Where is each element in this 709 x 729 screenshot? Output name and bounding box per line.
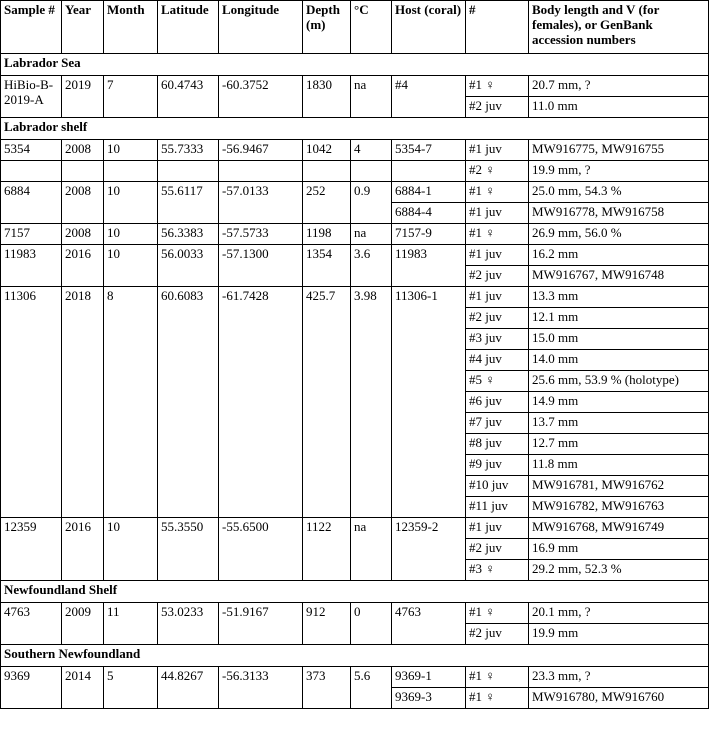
specimen-number-cell: #2 juv xyxy=(466,539,529,560)
sample-cell: 11983 xyxy=(1,245,62,287)
specimen-number-cell: #2 juv xyxy=(466,266,529,287)
longitude-cell: -57.0133 xyxy=(219,182,303,224)
latitude-cell xyxy=(158,161,219,182)
header-depth: Depth (m) xyxy=(303,1,351,54)
year-cell: 2008 xyxy=(62,224,104,245)
header-latitude: Latitude xyxy=(158,1,219,54)
specimen-number-cell: #1 ♀ xyxy=(466,182,529,203)
specimen-number-cell: #2 juv xyxy=(466,624,529,645)
specimen-number-cell: #5 ♀ xyxy=(466,371,529,392)
measurement-cell: 15.0 mm xyxy=(529,329,709,350)
host-cell: 7157-9 xyxy=(392,224,466,245)
table-row xyxy=(1,224,709,245)
year-cell: 2016 xyxy=(62,245,104,287)
measurement-cell: 16.9 mm xyxy=(529,539,709,560)
specimen-number-cell: #1 juv xyxy=(466,518,529,539)
measurement-cell: 16.2 mm xyxy=(529,245,709,266)
specimen-number-cell: #7 juv xyxy=(466,413,529,434)
measurement-cell: 23.3 mm, ? xyxy=(529,667,709,688)
section-row xyxy=(1,54,709,76)
host-cell: #4 xyxy=(392,76,466,118)
table-row xyxy=(1,76,709,97)
header-body-length: Body length and V (for females), or GenBank accession numbers xyxy=(529,1,709,54)
sample-cell: 7157 xyxy=(1,224,62,245)
month-cell: 10 xyxy=(104,224,158,245)
measurement-cell: MW916781, MW916762 xyxy=(529,476,709,497)
specimen-number-cell: #1 ♀ xyxy=(466,603,529,624)
measurement-cell: MW916775, MW916755 xyxy=(529,140,709,161)
section-title: Newfoundland Shelf xyxy=(1,581,709,603)
temperature-cell: 0.9 xyxy=(351,182,392,224)
sample-cell: 5354 xyxy=(1,140,62,161)
depth-cell xyxy=(303,161,351,182)
depth-cell: 912 xyxy=(303,603,351,645)
specimen-number-cell: #2 juv xyxy=(466,97,529,118)
specimen-number-cell: #4 juv xyxy=(466,350,529,371)
temperature-cell xyxy=(351,161,392,182)
host-cell: 9369-3 xyxy=(392,688,466,709)
table-row xyxy=(1,161,709,182)
sample-cell: 9369 xyxy=(1,667,62,709)
year-cell: 2016 xyxy=(62,518,104,581)
host-cell: 4763 xyxy=(392,603,466,645)
temperature-cell: 3.98 xyxy=(351,287,392,518)
specimen-number-cell: #11 juv xyxy=(466,497,529,518)
specimen-number-cell: #1 juv xyxy=(466,245,529,266)
measurement-cell: 11.0 mm xyxy=(529,97,709,118)
latitude-cell: 56.3383 xyxy=(158,224,219,245)
latitude-cell: 53.0233 xyxy=(158,603,219,645)
measurement-cell: 29.2 mm, 52.3 % xyxy=(529,560,709,581)
longitude-cell xyxy=(219,161,303,182)
temperature-cell: 4 xyxy=(351,140,392,161)
measurement-cell: 25.0 mm, 54.3 % xyxy=(529,182,709,203)
latitude-cell: 44.8267 xyxy=(158,667,219,709)
year-cell xyxy=(62,161,104,182)
table-row xyxy=(1,245,709,266)
depth-cell: 373 xyxy=(303,667,351,709)
year-cell: 2019 xyxy=(62,76,104,118)
measurement-cell: 19.9 mm, ? xyxy=(529,161,709,182)
sample-cell: 12359 xyxy=(1,518,62,581)
measurement-cell: MW916780, MW916760 xyxy=(529,688,709,709)
temperature-cell: na xyxy=(351,224,392,245)
specimen-number-cell: #1 ♀ xyxy=(466,76,529,97)
depth-cell: 1122 xyxy=(303,518,351,581)
longitude-cell: -56.9467 xyxy=(219,140,303,161)
measurement-cell: 14.0 mm xyxy=(529,350,709,371)
temperature-cell: 5.6 xyxy=(351,667,392,709)
measurement-cell: MW916778, MW916758 xyxy=(529,203,709,224)
header-specimen-number: # xyxy=(466,1,529,54)
year-cell: 2014 xyxy=(62,667,104,709)
temperature-cell: na xyxy=(351,76,392,118)
specimen-number-cell: #1 juv xyxy=(466,140,529,161)
latitude-cell: 55.6117 xyxy=(158,182,219,224)
table-row xyxy=(1,667,709,688)
measurement-cell: 12.1 mm xyxy=(529,308,709,329)
measurement-cell: 11.8 mm xyxy=(529,455,709,476)
header-temperature: °C xyxy=(351,1,392,54)
table-row xyxy=(1,518,709,539)
year-cell: 2008 xyxy=(62,140,104,161)
measurement-cell: 20.7 mm, ? xyxy=(529,76,709,97)
measurement-cell: MW916782, MW916763 xyxy=(529,497,709,518)
sample-cell xyxy=(1,161,62,182)
sample-cell: HiBio-B-2019-A xyxy=(1,76,62,118)
longitude-cell: -57.1300 xyxy=(219,245,303,287)
measurement-cell: 26.9 mm, 56.0 % xyxy=(529,224,709,245)
depth-cell: 1042 xyxy=(303,140,351,161)
year-cell: 2018 xyxy=(62,287,104,518)
specimen-number-cell: #1 ♀ xyxy=(466,688,529,709)
measurement-cell: MW916767, MW916748 xyxy=(529,266,709,287)
month-cell: 10 xyxy=(104,140,158,161)
measurement-cell: 13.3 mm xyxy=(529,287,709,308)
specimen-number-cell: #1 ♀ xyxy=(466,224,529,245)
section-title: Labrador Sea xyxy=(1,54,709,76)
host-cell: 9369-1 xyxy=(392,667,466,688)
depth-cell: 252 xyxy=(303,182,351,224)
depth-cell: 425.7 xyxy=(303,287,351,518)
measurement-cell: 20.1 mm, ? xyxy=(529,603,709,624)
host-cell: 6884-4 xyxy=(392,203,466,224)
measurement-cell: 19.9 mm xyxy=(529,624,709,645)
depth-cell: 1354 xyxy=(303,245,351,287)
host-cell: 11983 xyxy=(392,245,466,287)
header-month: Month xyxy=(104,1,158,54)
measurement-cell: MW916768, MW916749 xyxy=(529,518,709,539)
header-year: Year xyxy=(62,1,104,54)
host-cell: 5354-7 xyxy=(392,140,466,161)
specimen-number-cell: #1 ♀ xyxy=(466,667,529,688)
header-row xyxy=(1,1,709,54)
latitude-cell: 60.6083 xyxy=(158,287,219,518)
longitude-cell: -51.9167 xyxy=(219,603,303,645)
table-body xyxy=(1,54,709,709)
month-cell: 8 xyxy=(104,287,158,518)
month-cell: 7 xyxy=(104,76,158,118)
latitude-cell: 55.3550 xyxy=(158,518,219,581)
depth-cell: 1830 xyxy=(303,76,351,118)
header-sample: Sample # xyxy=(1,1,62,54)
latitude-cell: 56.0033 xyxy=(158,245,219,287)
host-cell: 12359-2 xyxy=(392,518,466,581)
section-row xyxy=(1,645,709,667)
specimen-number-cell: #8 juv xyxy=(466,434,529,455)
table-row xyxy=(1,603,709,624)
table-row xyxy=(1,287,709,308)
longitude-cell: -56.3133 xyxy=(219,667,303,709)
specimen-number-cell: #3 juv xyxy=(466,329,529,350)
longitude-cell: -60.3752 xyxy=(219,76,303,118)
section-row xyxy=(1,118,709,140)
specimen-number-cell: #2 ♀ xyxy=(466,161,529,182)
specimen-number-cell: #1 juv xyxy=(466,287,529,308)
measurement-cell: 12.7 mm xyxy=(529,434,709,455)
latitude-cell: 60.4743 xyxy=(158,76,219,118)
specimen-number-cell: #10 juv xyxy=(466,476,529,497)
measurement-cell: 25.6 mm, 53.9 % (holotype) xyxy=(529,371,709,392)
month-cell xyxy=(104,161,158,182)
specimen-number-cell: #3 ♀ xyxy=(466,560,529,581)
host-cell: 11306-1 xyxy=(392,287,466,518)
year-cell: 2008 xyxy=(62,182,104,224)
month-cell: 10 xyxy=(104,182,158,224)
sample-cell: 4763 xyxy=(1,603,62,645)
month-cell: 11 xyxy=(104,603,158,645)
host-cell xyxy=(392,161,466,182)
depth-cell: 1198 xyxy=(303,224,351,245)
month-cell: 5 xyxy=(104,667,158,709)
table-row xyxy=(1,140,709,161)
measurement-cell: 13.7 mm xyxy=(529,413,709,434)
temperature-cell: 3.6 xyxy=(351,245,392,287)
section-title: Southern Newfoundland xyxy=(1,645,709,667)
latitude-cell: 55.7333 xyxy=(158,140,219,161)
temperature-cell: na xyxy=(351,518,392,581)
year-cell: 2009 xyxy=(62,603,104,645)
sample-cell: 11306 xyxy=(1,287,62,518)
specimen-number-cell: #1 juv xyxy=(466,203,529,224)
month-cell: 10 xyxy=(104,245,158,287)
table-row xyxy=(1,182,709,203)
longitude-cell: -61.7428 xyxy=(219,287,303,518)
section-row xyxy=(1,581,709,603)
longitude-cell: -57.5733 xyxy=(219,224,303,245)
temperature-cell: 0 xyxy=(351,603,392,645)
header-longitude: Longitude xyxy=(219,1,303,54)
measurement-cell: 14.9 mm xyxy=(529,392,709,413)
host-cell: 6884-1 xyxy=(392,182,466,203)
specimen-number-cell: #9 juv xyxy=(466,455,529,476)
specimen-number-cell: #2 juv xyxy=(466,308,529,329)
sample-cell: 6884 xyxy=(1,182,62,224)
section-title: Labrador shelf xyxy=(1,118,709,140)
header-host: Host (coral) xyxy=(392,1,466,54)
month-cell: 10 xyxy=(104,518,158,581)
longitude-cell: -55.6500 xyxy=(219,518,303,581)
specimen-number-cell: #6 juv xyxy=(466,392,529,413)
